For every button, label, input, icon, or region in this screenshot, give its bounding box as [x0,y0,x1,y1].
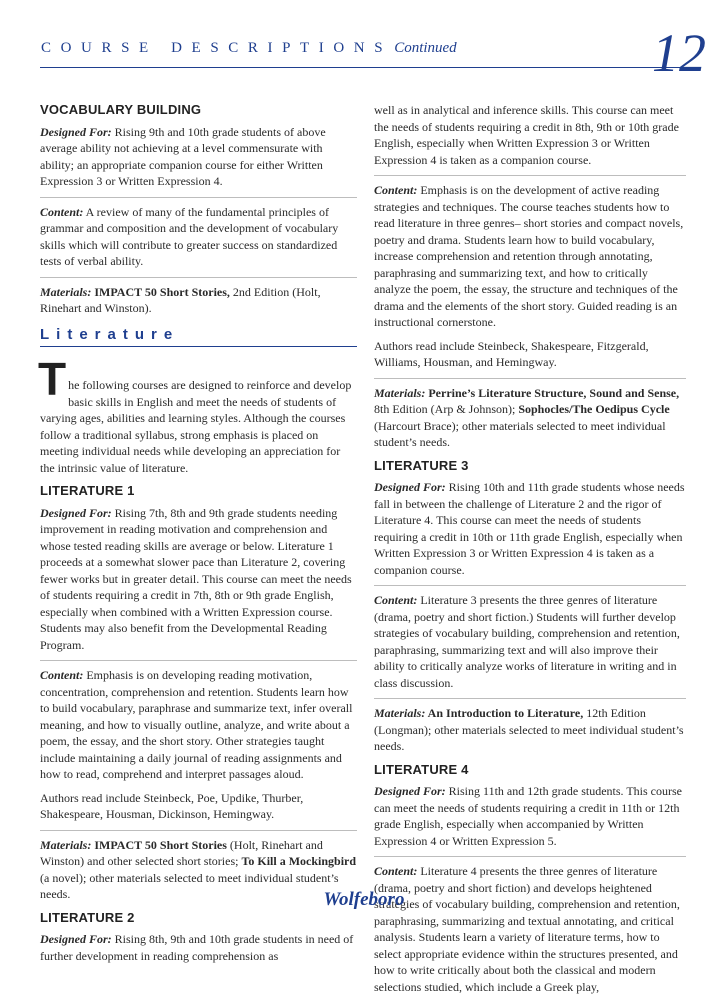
lit3-materials-label: Materials: [374,706,426,720]
left-column [40,102,357,971]
lit3-materials-book: An Introduction to Literature, [425,706,584,720]
lit3-designed-label: Designed For: [374,480,446,494]
lit2-content-text: Emphasis is on the development of active reading strategies and techniques. The course teaches students how to read literature in three genres– short stories and compact novels, poetry and drama. Students learn how to build vocabulary, increase comprehension and retention through annotating, paraphrasing and summarizing text, and how to critically analyze the poem, the essay, the structure and techniques of the drama and the elements of the short story. Guided reading is an instructional cornerstone. [374,183,684,329]
lit2-materials-label: Materials: [374,385,426,400]
lit2-designed-continued: well as in analytical and inference skills. This course can meet the needs of students requiring a credit in 8th, 9th or 10th grade English, especially when Written Expression 3 or Written Expression 4 is taken as a companion course. [374,103,679,167]
lit3-content-label: Content: [374,593,418,607]
vocab-designed-label: Designed For: [40,124,112,139]
divider [40,197,357,198]
lit2-materials [374,385,686,451]
vocab-materials-text: 2nd Edition (Holt, Rinehart and Winston). [40,284,321,315]
vocab-content-label: Content: [40,204,84,219]
lit3-designed-for [374,479,686,578]
page-header [41,40,457,57]
lit2-materials-text1: 8th Edition (Arp & Johnson); [374,402,519,416]
lit4-heading: LITERATURE 4 [374,761,469,777]
lit3-content-text: Literature 3 presents the three genres of literature (drama, poetry and short fiction.) Students will further develop strategies of vocabulary building, comprehension and retention, paraphrasing, summarizing text and will also improve their ability to critically analyze works of literature in writing and in class discussion. [374,593,680,690]
lit3-content [374,592,686,691]
section-rule [40,346,357,347]
divider [374,175,686,176]
divider [40,830,357,831]
lit1-heading: LITERATURE 1 [40,483,135,498]
lit4-content [374,863,686,995]
right-column [374,102,686,1002]
header-title: COURSE DESCRIPTIONS [41,40,393,56]
lit2-materials-text2: (Harcourt Brace); other materials selected to meet individual student’s needs. [374,418,666,449]
lit2-designed-text: Rising 8th, 9th and 10th grade students in need of further development in reading comprehension as [40,932,354,963]
drop-cap: T [38,353,67,405]
lit1-designed-label: Designed For: [40,505,112,520]
lit4-content-text: Literature 4 presents the three genres of literature (drama, poetry and short fiction) and develops heightened strategies of vocabulary building, comprehension and retention, paraphrasing, summarizing and textual annotating, and critical analysis. Students learn a variety of literature terms, how to select appropriate evidence within the structures presented, and how to write critically about both the classical and modern selections studied, which include a Greek play, [374,864,680,994]
lit4-designed-label: Designed For: [374,784,446,798]
lit2-materials-book1: Perrine’s Literature Structure, Sound and Sense, [425,385,680,400]
lit4-content-label: Content: [374,864,418,878]
divider [374,698,686,699]
intro-text: he following courses are designed to reinforce and develop basic skills in English and meet the needs of students of varying ages, abilities and learning styles. Although the courses follow a traditional syllabus, strong emphasis is placed on meeting individual needs while developing an appreciation for the intrinsic value of literature. [40,378,352,475]
lit3-materials [374,705,686,755]
vocab-designed-text: Rising 9th and 10th grade students of above average ability not achieving at a level commensurate with ability; an appropriate companion course for either Written Expression 3 or Written Expression 4. [40,124,326,188]
lit2-heading: LITERATURE 2 [40,909,135,925]
vocab-designed-for [40,124,357,190]
divider [374,378,686,379]
divider [40,660,357,661]
header-rule [40,67,684,68]
vocab-heading: VOCABULARY BUILDING [40,102,202,117]
divider [374,856,686,857]
lit1-content [40,667,357,783]
vocab-content-text: A review of many of the fundamental principles of grammar and composition and the development of vocabulary skills which will contribute to greater success on standardized tests of verbal ability. [40,204,339,268]
lit1-authors: Authors read include Steinbeck, Poe, Updike, Thurber, Shakespeare, Housman, Dickinson, Hemingway. [40,790,304,821]
lit4-designed-text: Rising 11th and 12th grade students. This course can meet the needs of students requiring a credit in 11th or 12th grade English, especially when accompanied by Written Expression 4 or Written Expression 5. [374,784,682,848]
page-number: 12 [652,23,706,83]
lit1-designed-text: Rising 7th, 8th and 9th grade students needing improvement in reading motivation and comprehension and whose tested reading skills are average or below. Literature 1 proceeds at a somewhat slower pace than Literature 2, covering fewer works but in greater detail. This course can meet the needs of students requiring a credit in 7th, 8th or 9th grade English, especially when combined with a Written Expression course. Students may also benefit from the Developmental Reading Program. [40,505,352,652]
section-title-literature: Literature [40,325,180,343]
lit2-designed-for [40,931,357,964]
lit1-materials-book2: To Kill a Mockingbird [241,854,357,868]
lit2-authors: Authors read include Steinbeck, Shakespeare, Fitzgerald, Williams, Housman, and Hemingway. [374,338,649,369]
lit1-materials-label: Materials: [40,837,92,852]
lit3-heading: LITERATURE 3 [374,457,469,473]
lit1-materials-text1: (Holt, Rinehart and Winston) and other selected short stories; [40,837,323,868]
lit3-designed-text: Rising 10th and 11th grade students whose needs fall in between the challenge of Literature 2 and the rigor of Literature 4. This course can meet the needs of students requiring a credit in 10th or 11th grade English, especially when Written Expression 3 or Written Expression 4 is taken as a companion course. [374,480,685,577]
lit4-designed-for [374,783,686,849]
header-continued: Continued [394,40,457,56]
lit1-content-label: Content: [40,668,84,682]
lit2-materials-book2: Sophocles/The Oedipus Cycle [518,402,670,416]
vocab-content [40,204,357,270]
divider [40,277,357,278]
literature-intro [38,353,357,476]
lit2-designed-label: Designed For: [40,932,112,946]
lit2-content-label: Content: [374,183,418,197]
lit2-content [374,182,686,331]
vocab-materials [40,284,357,317]
lit1-designed-for [40,505,357,654]
wolfeboro-logo: Wolfeboro [323,889,405,910]
vocab-materials-label: Materials: [40,284,92,299]
lit1-materials-book1: IMPACT 50 Short Stories [91,837,227,852]
lit1-content-text: Emphasis is on developing reading motivation, concentration, comprehension and retention. Students learn how to build vocabulary, paraphrase and summarize text, infer overall meaning, and how to visually outline, analyze, and write about a poem, the essay, and the short story. Other strategies taught include maintaining a daily journal of reading assignments and how to read, comprehend and interpret passages aloud. [40,668,353,781]
lit1-materials-text2: (a novel); other materials selected to meet individual student’s needs. [40,870,339,901]
lit3-materials-text: 12th Edition (Longman); other materials selected to meet individual student’s needs. [374,706,684,753]
divider [374,585,686,586]
vocab-materials-book: IMPACT 50 Short Stories, [91,284,230,299]
